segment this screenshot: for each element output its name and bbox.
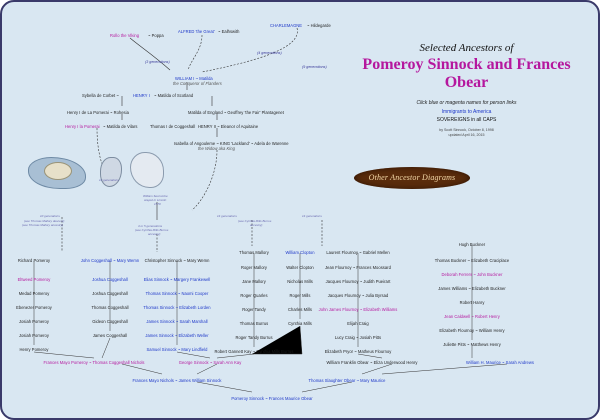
legend-click-note: Click blue or magenta names for person links — [416, 100, 517, 106]
person-node-bottom-4[interactable]: Frances Mayo Nichols ~ James William Sinnock — [132, 378, 222, 383]
person-node-sinnock-1[interactable]: Elias Sinnock ~ Margery Frankewell — [143, 277, 211, 282]
person-node-mallory-2: Jane Mallory — [242, 279, 266, 284]
person-node-royal-8: (9 generations) — [302, 65, 327, 69]
title-line2: Pomeroy Sinnock and Frances Obear — [362, 56, 571, 91]
legend-immigrants: Immigrants to America — [441, 109, 492, 115]
person-node-bottom-0[interactable]: Frances Mayo Pomeroy ~ Thomas Coggeshall Nichols — [43, 360, 145, 365]
person-node-coggeshall-2: Joshua Coggeshall — [92, 291, 128, 296]
person-node-buckner-4: Robert Hanry — [459, 300, 485, 305]
person-node-royal-17: ~ Matilda de Vilars — [103, 124, 138, 129]
person-node-royal-12[interactable]: HENRY I — [133, 93, 150, 98]
generation-note-11: (see Cynthia Mills Burrus — [238, 219, 272, 223]
generation-note-4: William Seccombe — [143, 194, 168, 198]
person-node-royal-14: Henry I de La Pomerai ~ Rohesia — [67, 110, 129, 115]
person-node-buckner-2[interactable]: Deborah Ferrers ~ John Buckner — [441, 272, 503, 277]
person-node-sinnock-0: Christopher Sinnock ~ Mary Wemn — [144, 258, 210, 263]
title-block — [349, 42, 584, 138]
person-node-royal-19: HENRY II ~ Eleanor of Aquitaine — [198, 124, 259, 129]
person-node-clopton-2: Nicholas Mills — [287, 279, 313, 284]
person-node-clopton-3: Roger Mills — [289, 293, 311, 298]
generation-note-12: ancestry) — [250, 223, 263, 227]
person-node-mallory-4: Roger Tandy — [242, 307, 266, 312]
person-node-mallory-6: Roger Tandy Burrus — [235, 335, 273, 340]
person-node-royal-3: ~ Ealhswith — [218, 29, 240, 34]
person-node-royal-5: ~ Hildegarde — [307, 23, 331, 28]
person-node-buckner-7: Juliette Pitts ~ Matthews Henry — [443, 342, 501, 347]
person-node-buckner-5[interactable]: Jean Caldwell ~ Robert Henry — [444, 314, 500, 319]
person-node-royal-15: Matilda of England ~ Geoffrey 'the Fair' Plantagenet — [188, 110, 284, 115]
person-node-royal-2[interactable]: ALFRED 'the Great' — [178, 29, 215, 34]
person-node-royal-13: ~ Matilda of Scotland — [154, 93, 194, 98]
person-node-pomeroy-2: Medad Pomeroy — [18, 291, 50, 296]
generation-note-9: ancestry) — [148, 232, 161, 236]
title-line1: Selected Ancestors of — [419, 42, 514, 54]
person-node-flournoy-0: Laurent Flournoy ~ Gabriel Mellen — [326, 250, 390, 255]
legend-sovereigns: SOVEREIGNS in all CAPS — [436, 117, 497, 123]
person-node-pomeroy-6: Henry Pomeroy — [19, 347, 49, 352]
person-node-buckner-1: Thomas Buckner ~ Elizabeth Craciplace — [434, 258, 510, 263]
person-node-pomeroy-4: Josiah Pomeroy — [19, 319, 49, 324]
person-node-bottom-3[interactable]: William H. Maurice ~ Sarah Andrews — [466, 360, 534, 365]
person-node-clopton-0[interactable]: William Clopton — [285, 250, 315, 255]
person-node-flournoy-3: Jacques Flournoy ~ Julia Byrsad — [327, 293, 389, 298]
person-node-royal-11: Sybella de Corbet ~ — [82, 93, 119, 98]
person-node-bottom-5[interactable]: Thomas Slaughter Obear ~ Mary Maurice — [308, 378, 386, 383]
person-node-royal-20: Isabella of Angouleme ~ KING 'Lackland' ~ Adela de Warenne — [174, 141, 289, 146]
person-node-coggeshall-5: James Coggeshall — [92, 333, 128, 338]
person-node-buckner-3: James Williams ~ Elizabeth Buckner — [438, 286, 506, 291]
person-node-sinnock-3[interactable]: Thomas Sinnock ~ Elizabeth Lorden — [143, 305, 211, 310]
person-node-mallory-3: Roger Quarles — [240, 293, 268, 298]
generation-note-2: (see Thomas Mallory descent) — [24, 219, 65, 223]
person-node-pomeroy-3: Ebenezer Pomeroy — [16, 305, 52, 310]
person-node-royal-6: (3 generations) — [145, 60, 170, 64]
person-node-pomeroy-0: Richard Pomeroy — [17, 258, 51, 263]
person-node-mallory-5: Thomas Burrus — [239, 321, 269, 326]
person-node-pomeroy-1[interactable]: Eltweed Pomeroy — [17, 277, 51, 282]
person-node-flournoy-4[interactable]: John James Flournoy ~ Elizabeth Williams — [318, 307, 398, 312]
person-node-royal-21: the Widow aka King — [198, 146, 235, 151]
generation-note-7: 4 or 5 generations — [138, 224, 163, 228]
person-node-flournoy-7: Elizabeth Pryor ~ Matheus Flournoy — [324, 349, 392, 354]
person-node-mallory-1: Roger Mallory — [240, 265, 268, 270]
person-node-bottom-6[interactable]: Pomeroy Sinnock ~ Frances Maurice Obear — [231, 396, 313, 401]
person-node-sinnock-6[interactable]: Samuel Sinnock ~ Mary Lindfield — [146, 347, 208, 352]
person-node-flournoy-6: Lucy Craig ~ Josiah Pitts — [334, 335, 382, 340]
person-node-coggeshall-3: Thomas Coggeshall — [91, 305, 129, 310]
generation-note-0: 12 generations — [99, 178, 119, 182]
person-node-coggeshall-1[interactable]: Joshua Coggeshall — [92, 277, 128, 282]
person-node-buckner-6: Elizabeth Flournoy ~ William Henry — [439, 328, 505, 333]
generation-note-5: stayed in Lincoln — [144, 198, 167, 202]
generation-note-6: 1570 — [154, 202, 161, 206]
credit-line2: updated April 16, 2015 — [448, 132, 485, 137]
person-node-sinnock-5[interactable]: James Sinnock ~ Elizabeth Weller — [145, 333, 209, 338]
map-shape-inset — [44, 162, 72, 180]
person-node-coggeshall-0[interactable]: John Coggeshall ~ Mary Wemn — [80, 258, 140, 263]
person-node-royal-10: the Conqueror of Flanders — [173, 81, 222, 86]
person-node-clopton-4: Charles Mills — [288, 307, 312, 312]
person-node-mallory-0: Thomas Mallory — [239, 250, 269, 255]
person-node-mallory-7: Robert Gannett Kay ~ Cynthia Mills Burrus — [214, 349, 294, 354]
person-node-royal-1: ~ Poppa — [148, 33, 164, 38]
person-node-pomeroy-5: Josiah Pomeroy — [19, 333, 49, 338]
generation-note-3: (see Thomas Mallory ancestry) — [22, 223, 64, 227]
generation-note-8: (see Cynthia Mills Burrus — [135, 228, 169, 232]
other-ancestor-diagrams-button[interactable] — [354, 167, 470, 189]
person-node-royal-18: Thomas I de Coggeshall — [150, 124, 196, 129]
other-ancestor-diagrams-label: Other Ancestor Diagrams — [368, 173, 456, 182]
person-node-clopton-5: Cynthia Mills — [288, 321, 312, 326]
person-node-buckner-0: Hugh Buckner — [458, 242, 486, 247]
generation-note-10: 14 generations — [217, 214, 237, 218]
person-node-bottom-2: William Franklin Obear ~ Eliza Underwood Henry — [326, 360, 418, 365]
credit-line1: by Scott Sinnock, October 8, 1998 — [439, 128, 494, 132]
person-node-clopton-1: Walter Clopton — [286, 265, 314, 270]
person-node-bottom-1[interactable]: George Sinnock ~ Sarah Ann Kay — [178, 360, 242, 365]
person-node-royal-0[interactable]: Rollo the Viking — [110, 33, 140, 38]
person-node-flournoy-2: Jacques Flournoy ~ Judith Pueirart — [325, 279, 391, 284]
person-node-flournoy-5: Elijah Craig — [347, 321, 369, 326]
person-node-coggeshall-4: Gideon Coggeshall — [92, 319, 128, 324]
generation-note-1: 10 generations — [40, 214, 60, 218]
person-node-sinnock-2[interactable]: Thomas Sinnock ~ Naomi Cooper — [145, 291, 209, 296]
person-node-royal-7: (4 generations) — [257, 51, 282, 55]
person-node-sinnock-4[interactable]: James Sinnock ~ Sarah Marshall — [146, 319, 208, 324]
person-node-flournoy-1: Jean Flournoy ~ Frances Moossard — [325, 265, 391, 270]
person-node-royal-4[interactable]: CHARLEMAGNE — [270, 23, 303, 28]
generation-note-13: 14 generations — [302, 214, 322, 218]
person-node-royal-16[interactable]: Henry I la Pomerai — [65, 124, 100, 129]
person-node-royal-9[interactable]: WILLIAM I ~ Matilda — [175, 76, 213, 81]
